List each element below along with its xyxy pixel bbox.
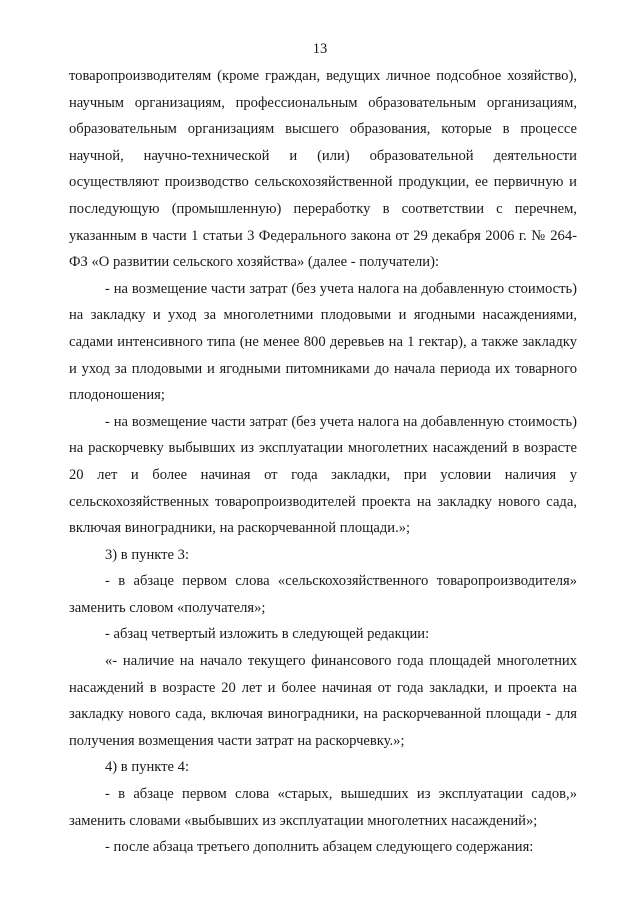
paragraph-point-4: 4) в пункте 4: <box>105 759 190 776</box>
paragraph-uprooting-costs: - на возмещение части затрат (без учета налога на добавленную стоимость) на раскорчевку выбывших из эксплуатации многолетних насаждений в возрасте 20 лет и более начиная от года закладки, при условии наличия у сельскохозяйственных товаропроизводителей проекта на закладку нового сада, включая виноградники, на раскорчеванной площади.»; <box>69 413 577 537</box>
paragraph-point-3-second-item: - абзац четвертый изложить в следующей редакции: <box>105 626 430 643</box>
paragraph-point-3-first-item: - в абзаце первом слова «сельскохозяйственного товаропроизводителя» заменить словом «получателя»; <box>69 573 577 616</box>
page-number: 13 <box>312 41 328 57</box>
paragraph-recipients-definition: товаропроизводителям (кроме граждан, ведущих личное подсобное хозяйство), научным организациям, профессиональным образовательным организациям, образовательным организациям высшего образования, которые в процессе научной, научно-технической и (или) образовательной деятельности осуществляют производство сельскохозяйственной продукции, ее первичную и последующую (промышленную) переработку в соответствии с перечнем, указанным в части 1 статьи 3 Федерального закона от 29 декабря 2006 г. № 264-ФЗ «О развитии сельского хозяйства» (далее - получатели): <box>69 68 577 271</box>
paragraph-point-3: 3) в пункте 3: <box>105 546 190 563</box>
paragraph-planting-costs: - на возмещение части затрат (без учета налога на добавленную стоимость) на закладку и уход за многолетними плодовыми и ягодными насаждениями, садами интенсивного типа (не менее 800 деревьев на 1 гектар), а также закладку и уход за плодовыми и ягодными питомниками до начала периода их товарного плодоношения; <box>69 280 577 404</box>
paragraph-new-wording: «- наличие на начало текущего финансового года площадей многолетних насаждений в возрасте 20 лет и более начиная от года закладки, и проекта на закладку нового сада, включая виноградники, на раскорчеванной площади - для получения возмещения части затрат на раскорчевку.»; <box>69 653 577 749</box>
paragraph-point-4-first-item: - в абзаце первом слова «старых, вышедших из эксплуатации садов,» заменить словами «выбывших из эксплуатации многолетних насаждений»; <box>69 786 577 829</box>
paragraph-point-4-second-item: - после абзаца третьего дополнить абзацем следующего содержания: <box>105 839 534 856</box>
document-body <box>69 63 577 861</box>
